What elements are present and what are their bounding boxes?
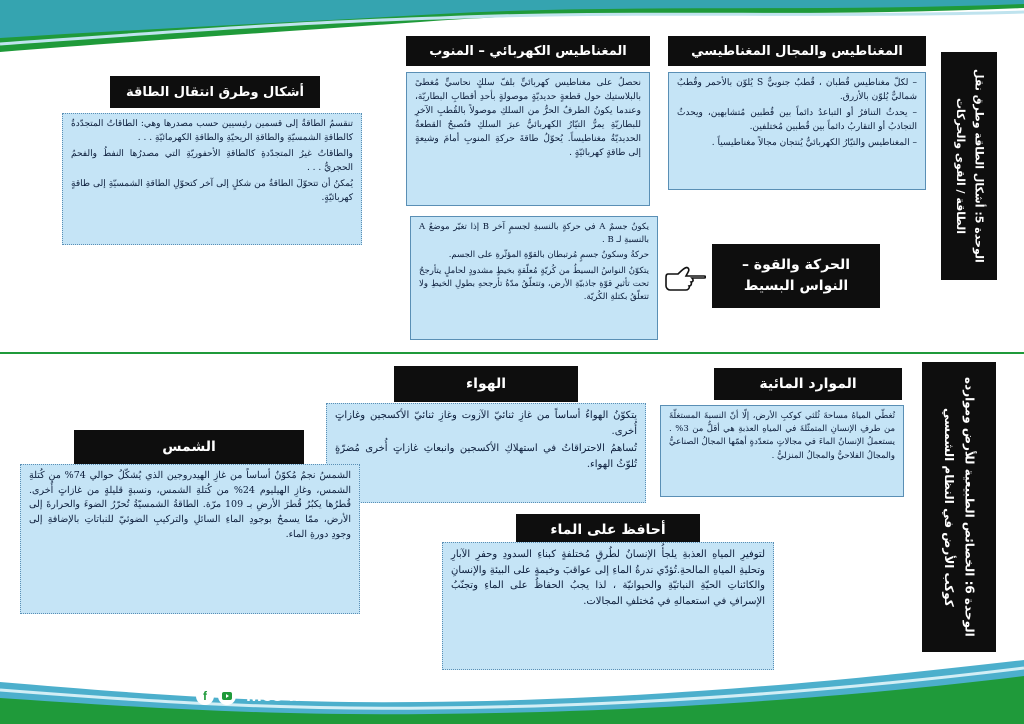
water-resources-text: تُغطّي المياهُ مساحةَ ثُلثي كوكبِ الأرض، إلّا أنّ النسبةَ المستغلّةَ من طرفِ الإنسانِ المتمثّلةَ في المياهِ العذبةِ هي أقلُّ من 3% . يستعملُ الإنسانُ الماءَ في مجالاتٍ متعدّدةٍ أهمّها المجالُ الصناعيُّ والمجالُ الفلاحيُّ والمجالُ المنزليُّ . (669, 411, 896, 461)
conserve-water-content (442, 542, 774, 670)
air-title (394, 366, 578, 402)
facebook-icon[interactable]: f (196, 687, 214, 705)
brand-name: Mes fiches (246, 685, 344, 706)
youtube-icon[interactable] (218, 687, 236, 705)
sun-title (74, 430, 304, 464)
magnets-line: – لكلّ مغناطيس قُطبان ، قُطبٌ جنوبيٌّ S يُلوّن بالأحمر وقُطبٌ شماليٌّ يُلوّن بالأزرق. (677, 78, 917, 102)
motion-title (712, 244, 880, 308)
air-line: تُساهمُ الاحتراقاتُ في استهلاكِ الأكسجين وانبعاثِ غازاتٍ أُخرى مُضرّةٍ تُلوّثُ الهواء. (335, 443, 637, 470)
electromagnet-title-text: المغناطيس الكهربائي – المنوب (429, 43, 627, 59)
unit-5-label-text: الوحدة 5: أشكال الطاقة وطرق نقل الطاقة / القوى والحركات (954, 69, 986, 263)
motion-content (410, 216, 658, 340)
unit-6-label-text: الوحدة 6: الخصائص الطبيعية للأرض وموارده كوكب الأرض في النظام الشمسي (942, 377, 977, 637)
magnets-line: – يحدثُ التنافرُ أو التباعدُ دائماً بين قُطبين مُتشابهين، ويحدثُ التجاذبُ أو التقاربُ دائماً بين قُطبين مُختلفين. (677, 107, 917, 132)
motion-line: يتكوّنُ النواسُ البسيطُ من كُريّةٍ مُعلّقةٍ بخيطٍ مشدودٍ لحاملٍ يتأرجحُ تحت تأثيرِ قوّةِ جاذبيّةِ الأرض، وتتعلّقُ مدّةُ تأرجحهِ بطولِ الخيطِ ولا تتعلّقُ بكتلةِ الكُريّة. (419, 265, 649, 302)
water-resources-content (660, 405, 904, 497)
air-line: يتكوّنُ الهواءُ أساساً من غازِ ثنائيّ الآزوت وغازِ ثنائيّ الأكسجين وغازاتٍ أُخرى. (335, 410, 637, 437)
pointing-hand-icon (664, 262, 706, 294)
electromagnet-content (406, 72, 650, 206)
water-resources-title (714, 368, 902, 400)
unit-6-label (922, 362, 996, 652)
conserve-water-text: لتوفيرِ المياهِ العذبةِ يلجأُ الإنسانُ لطُرقٍ مُختلفةٍ كبناءِ السدودِ وحفرِ الآبارِ وتحليةِ المياهِ المالحةِ.تُؤدّي ندرةُ الماءِ إلى عواقبَ وخيمةٍ على البيئةِ والإنسانِ والكائناتِ الحيّةِ النباتيّةِ والحيوانيّة ، لذا يجبُ الحفاظُ على الماءِ وتجنّبُ الإسرافِ في استعمالهِ في مُختلفِ المجالات. (451, 549, 765, 607)
electromagnet-text: نحصلُ على مغناطيس كهربائيٍّ بلفّ سلكٍ نحاسيٍّ مُغطىً بالبلاستيك حول قطعةٍ حديديّةٍ موصولةٍ بأحدِ أقطابِ البطاريّة، وعندما يكونُ الطرفُ الحرُّ من السلكِ موصولاً بالقُطبِ الآخرِ للبطاريّةِ يمرُّ التيّارُ الكهربائيُّ عبرَ السلكِ فتُصبحُ القطعةُ الحديديّةُ مغناطيساً. يُحوّلُ طاقةَ حركةِ المنوبِ أمامَ وشيعةٍ إلى طاقةٍ كهربائيّةٍ . (415, 78, 641, 158)
energy-forms-line: تنقسمُ الطاقةُ إلى قسمين رئيسيين حسب مصدرها وهي: الطاقاتُ المتجدّدةُ كالطاقةِ الشمسيّةِ والطاقةِ الريحيّةِ والطاقةِ الكهرمائيّةِ . . . (71, 119, 353, 143)
sun-text: الشمسُ نجمٌ مُكوّنٌ أساساً من غازِ الهيدروجين الذي يُشكّلُ حوالي 74% من كُتلةِ الشمس، وغازِ الهيليوم 24% من كُتلةِ الشمس، ونسبةٍ قليلةٍ من غازاتٍ أُخرى. قُطرُها يكبُرُ قُطرَ الأرضِ بـ 109 مرّة. الطاقةُ الشمسيّةُ تُحرّرُ الضوءَ والحرارةَ إلى الأرض، ممّا يسمحُ بوجودِ الماءِ السائلِ والتركيبِ الضوئيّ للنباتاتِ بالإضافةِ إلى وجودِ دورةِ الماء. (29, 470, 351, 540)
water-resources-title-text: الموارد المائية (759, 376, 857, 392)
section-divider (0, 352, 1024, 354)
energy-forms-content (62, 113, 362, 245)
electromagnet-title (406, 36, 650, 66)
air-title-text: الهواء (465, 376, 507, 392)
motion-line: يكونُ جسمٌ A في حركةٍ بالنسبةِ لجسمٍ آخر B إذا تغيّر موضعُ A بالنسبةِ لـ B . (419, 222, 649, 246)
magnets-title (668, 36, 926, 66)
footer-brand (196, 683, 343, 709)
motion-title-text: الحركة والقوة – النواس البسيط (741, 257, 851, 294)
sun-title-text: الشمس (162, 439, 216, 455)
magnets-title-text: المغناطيس والمجال المغناطيسي (691, 43, 903, 59)
energy-forms-line: يُمكنُ أن تتحوّلَ الطاقةُ من شكلٍ إلى آخر كتحوّلِ الطاقةِ الشمسيّةِ إلى طاقةٍ كهربائيّةٍ. (71, 178, 353, 203)
air-content (326, 403, 646, 503)
conserve-water-title-text: أحافظ على الماء (550, 522, 666, 538)
sun-content (20, 464, 360, 614)
magnets-content (668, 72, 926, 190)
unit-5-label (941, 52, 997, 280)
energy-forms-title-text: أشكال وطرق انتقال الطاقة (126, 84, 305, 100)
energy-forms-line: والطاقاتُ غيرُ المتجدّدةِ كالطاقةِ الأحفوريّةِ التي مصدرُها النفطُ والفحمُ الحجريُّ . . . (71, 148, 353, 173)
energy-forms-title (110, 76, 320, 108)
motion-line: حركةُ وسكونُ جسمٍ مُرتبطان بالقوّةِ المؤثّرةِ على الجسم. (448, 250, 649, 261)
magnets-line: – المغناطيس والتيّارُ الكهربائيُّ يُنتجان مجالاً مغناطيسياً . (711, 137, 917, 148)
